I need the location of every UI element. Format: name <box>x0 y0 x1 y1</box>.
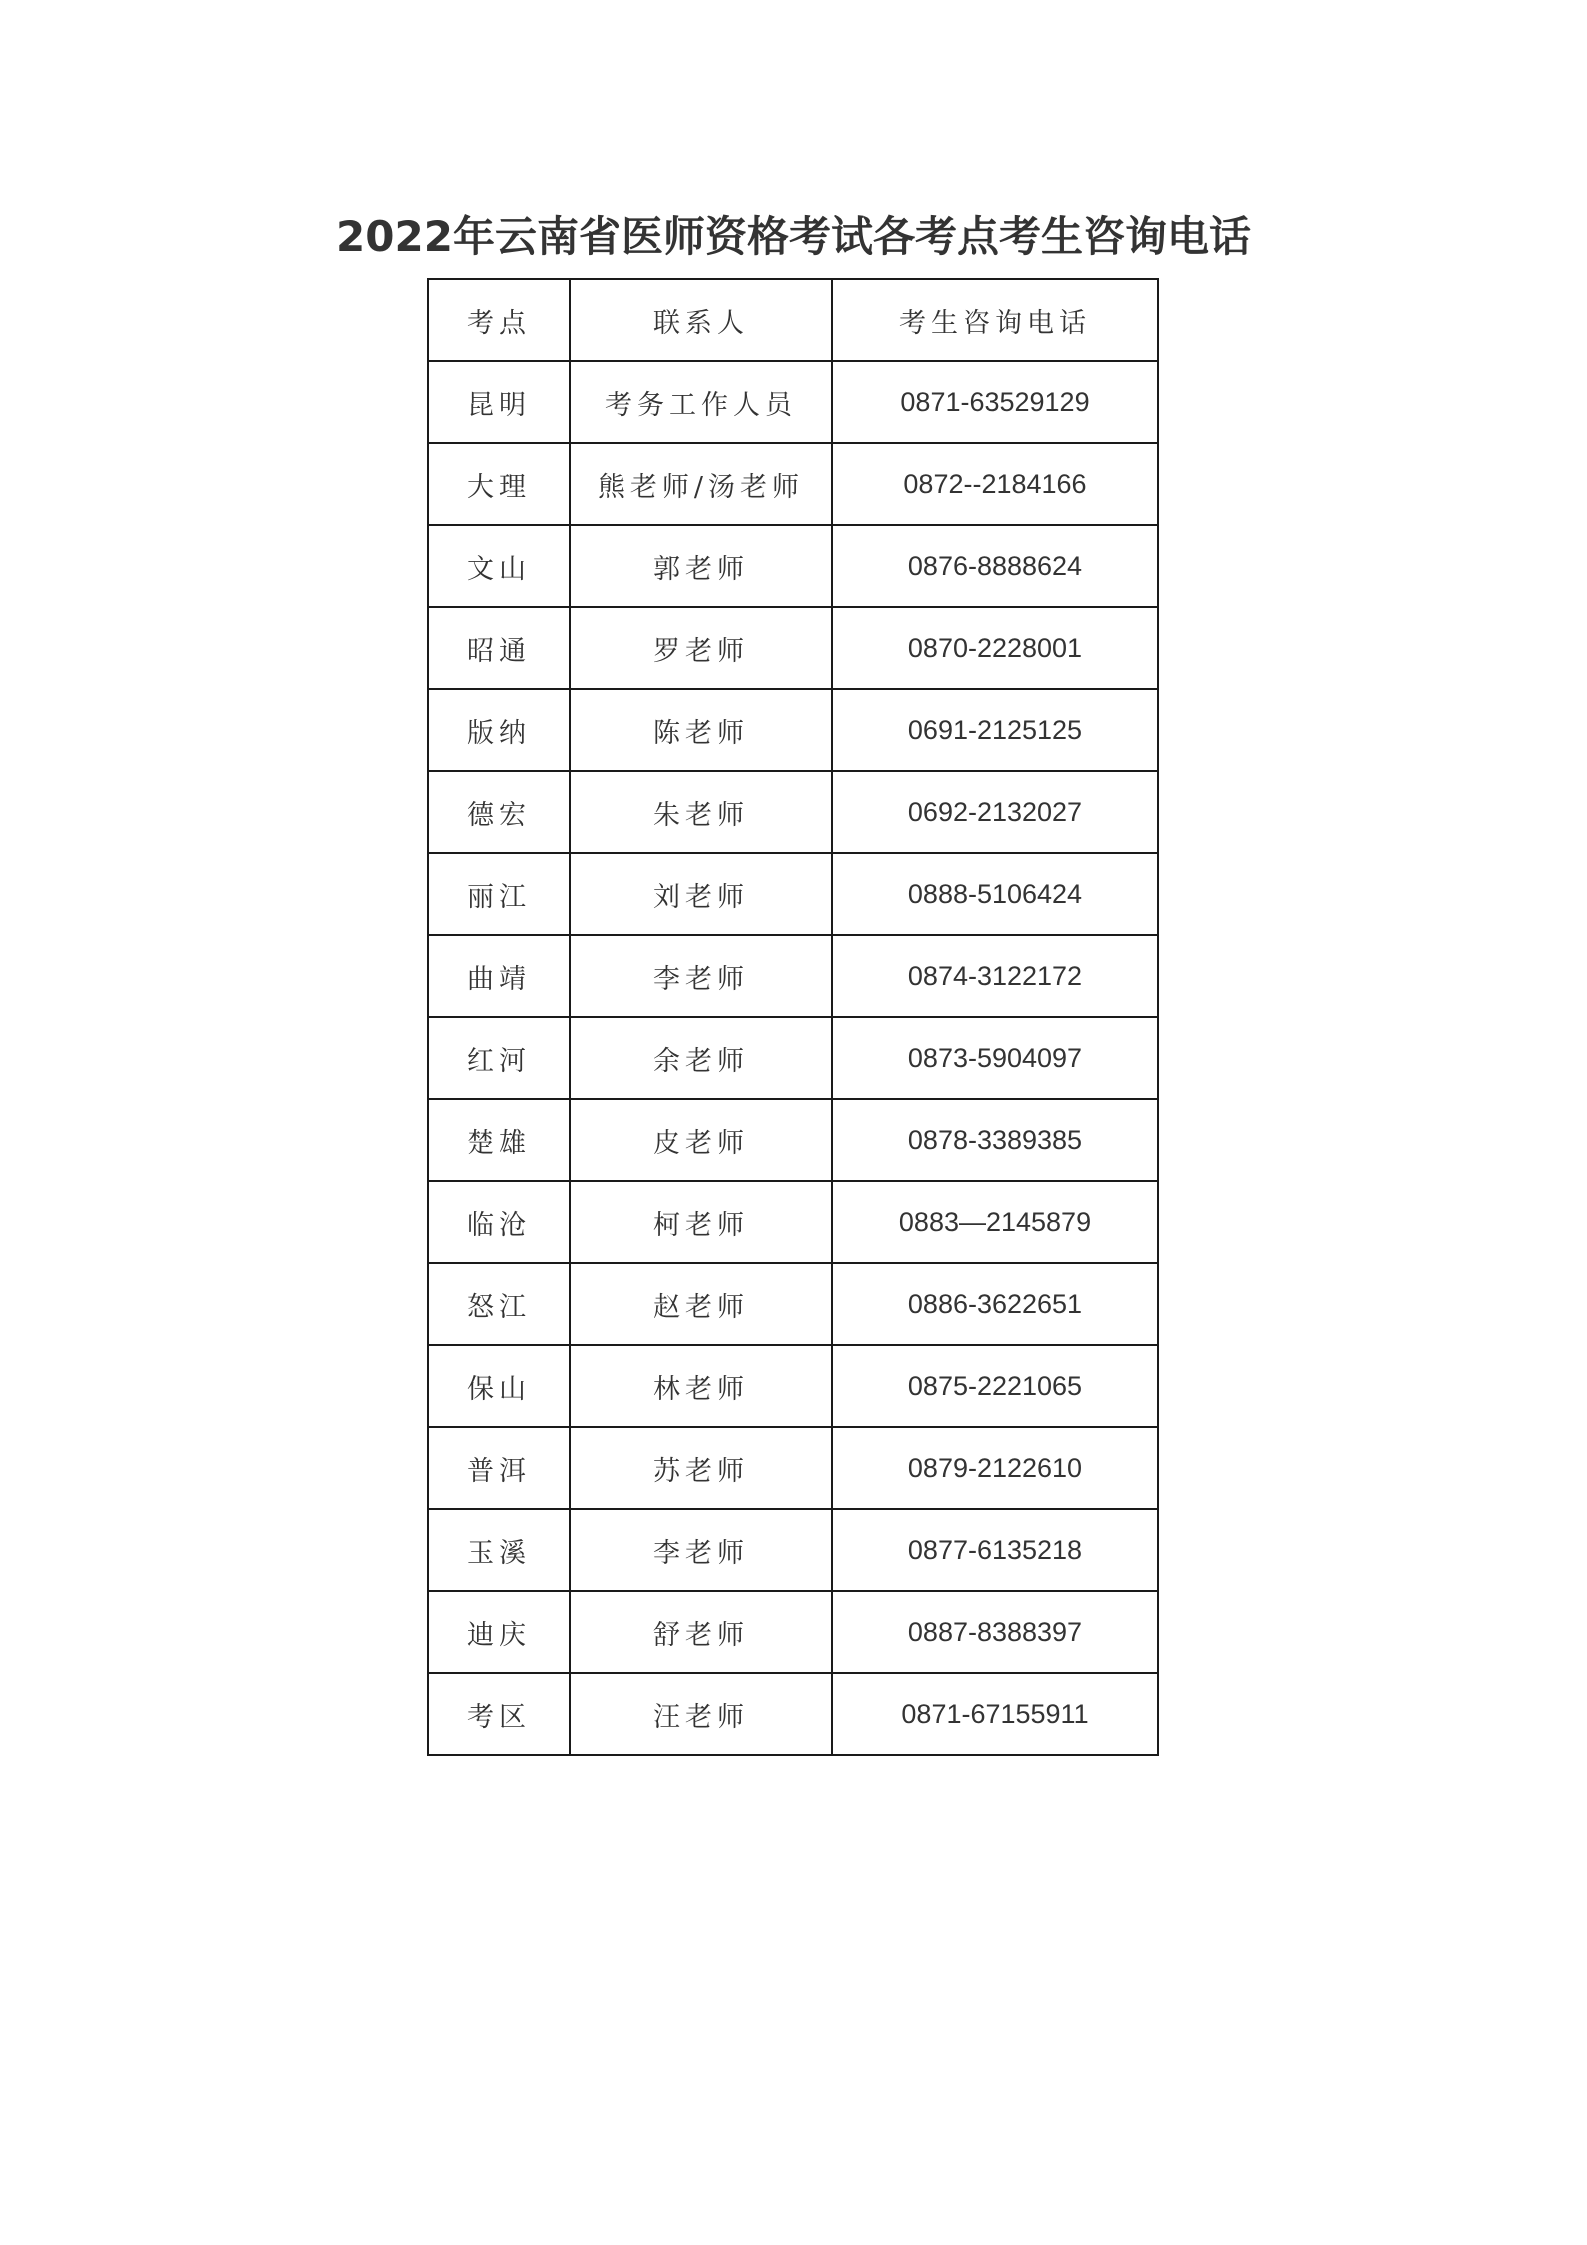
table-row <box>428 1099 1158 1181</box>
table-row <box>428 443 1158 525</box>
cell-phone: 0878-3389385 <box>832 1099 1158 1181</box>
cell-exam-site: 红河 <box>428 1017 570 1099</box>
cell-phone: 0870-2228001 <box>832 607 1158 689</box>
table-row <box>428 935 1158 1017</box>
cell-phone: 0872--2184166 <box>832 443 1158 525</box>
table-row <box>428 771 1158 853</box>
cell-exam-site: 考区 <box>428 1673 570 1755</box>
table-row <box>428 1509 1158 1591</box>
header-contact-person: 联系人 <box>570 279 832 361</box>
table-row <box>428 853 1158 935</box>
cell-phone: 0876-8888624 <box>832 525 1158 607</box>
cell-contact-person: 刘老师 <box>570 853 832 935</box>
cell-contact-person: 考务工作人员 <box>570 361 832 443</box>
cell-contact-person: 柯老师 <box>570 1181 832 1263</box>
cell-phone: 0692-2132027 <box>832 771 1158 853</box>
cell-exam-site: 保山 <box>428 1345 570 1427</box>
cell-phone: 0886-3622651 <box>832 1263 1158 1345</box>
cell-exam-site: 玉溪 <box>428 1509 570 1591</box>
cell-exam-site: 普洱 <box>428 1427 570 1509</box>
cell-phone: 0691-2125125 <box>832 689 1158 771</box>
cell-contact-person: 熊老师/汤老师 <box>570 443 832 525</box>
cell-contact-person: 李老师 <box>570 935 832 1017</box>
cell-exam-site: 怒江 <box>428 1263 570 1345</box>
header-phone: 考生咨询电话 <box>832 279 1158 361</box>
cell-contact-person: 朱老师 <box>570 771 832 853</box>
cell-exam-site: 临沧 <box>428 1181 570 1263</box>
table-row <box>428 1181 1158 1263</box>
table-row <box>428 1591 1158 1673</box>
cell-exam-site: 大理 <box>428 443 570 525</box>
cell-phone: 0883—2145879 <box>832 1181 1158 1263</box>
cell-contact-person: 汪老师 <box>570 1673 832 1755</box>
table-row <box>428 1263 1158 1345</box>
cell-contact-person: 皮老师 <box>570 1099 832 1181</box>
table-row <box>428 607 1158 689</box>
cell-contact-person: 余老师 <box>570 1017 832 1099</box>
cell-exam-site: 文山 <box>428 525 570 607</box>
cell-contact-person: 林老师 <box>570 1345 832 1427</box>
table-header-row <box>428 279 1158 361</box>
cell-phone: 0879-2122610 <box>832 1427 1158 1509</box>
cell-contact-person: 罗老师 <box>570 607 832 689</box>
document-title: 2022年云南省医师资格考试各考点考生咨询电话 <box>336 212 1251 261</box>
cell-exam-site: 昭通 <box>428 607 570 689</box>
cell-exam-site: 曲靖 <box>428 935 570 1017</box>
table-row <box>428 525 1158 607</box>
cell-contact-person: 舒老师 <box>570 1591 832 1673</box>
cell-exam-site: 昆明 <box>428 361 570 443</box>
cell-exam-site: 迪庆 <box>428 1591 570 1673</box>
table-row <box>428 1673 1158 1755</box>
cell-phone: 0887-8388397 <box>832 1591 1158 1673</box>
cell-phone: 0873-5904097 <box>832 1017 1158 1099</box>
cell-phone: 0871-63529129 <box>832 361 1158 443</box>
cell-phone: 0877-6135218 <box>832 1509 1158 1591</box>
cell-contact-person: 李老师 <box>570 1509 832 1591</box>
table-row <box>428 689 1158 771</box>
cell-phone: 0874-3122172 <box>832 935 1158 1017</box>
cell-phone: 0888-5106424 <box>832 853 1158 935</box>
table-row <box>428 1345 1158 1427</box>
table-row <box>428 1017 1158 1099</box>
table-row <box>428 1427 1158 1509</box>
cell-contact-person: 郭老师 <box>570 525 832 607</box>
table-row <box>428 361 1158 443</box>
cell-exam-site: 版纳 <box>428 689 570 771</box>
cell-phone: 0875-2221065 <box>832 1345 1158 1427</box>
header-exam-site: 考点 <box>428 279 570 361</box>
cell-exam-site: 德宏 <box>428 771 570 853</box>
contact-table <box>427 278 1159 1756</box>
cell-contact-person: 苏老师 <box>570 1427 832 1509</box>
cell-phone: 0871-67155911 <box>832 1673 1158 1755</box>
cell-contact-person: 赵老师 <box>570 1263 832 1345</box>
cell-exam-site: 丽江 <box>428 853 570 935</box>
cell-contact-person: 陈老师 <box>570 689 832 771</box>
cell-exam-site: 楚雄 <box>428 1099 570 1181</box>
